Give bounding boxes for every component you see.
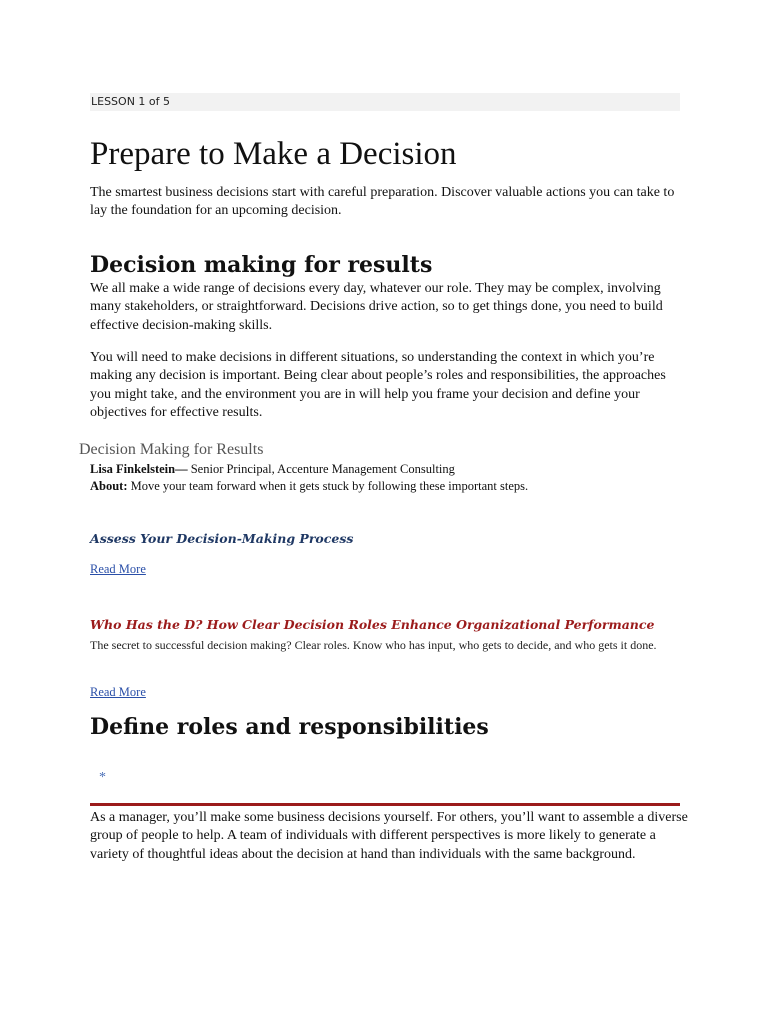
lesson-label: LESSON 1 of 5 <box>91 95 171 108</box>
intro-paragraph: The smartest business decisions start with careful preparation. Discover valuable actions you can take to lay the foundation for an upcoming decision. <box>90 185 675 219</box>
article-description-who-has-the-d: The secret to successful decision making? Clear roles. Know who has input, who gets to decide, and who gets it done. <box>90 638 657 652</box>
speaker-line <box>90 461 455 477</box>
article-title-assess[interactable]: Assess Your Decision-Making Process <box>90 531 354 546</box>
about-text: Move your team forward when it gets stuck by following these important steps. <box>127 479 529 493</box>
video-title: Decision Making for Results <box>79 441 264 458</box>
lesson-progress-bar <box>90 93 680 111</box>
about-line <box>90 478 528 494</box>
bullet-marker: * <box>99 770 106 785</box>
section1-paragraph-2: You will need to make decisions in different situations, so understanding the context in which you’re making any decision is important. Being clear about people’s roles and responsibilities, the approaches you might take, and the environment you are in will help you frame your decision and define your objectives for effective results. <box>90 350 666 420</box>
read-more-link-1[interactable]: Read More <box>90 562 146 576</box>
section-divider <box>90 803 680 806</box>
section1-paragraph-1: We all make a wide range of decisions every day, whatever our role. They may be complex, involving many stakeholders, or straightforward. Decisions drive action, so to get things done, you need to build effective decision-making skills. <box>90 281 663 333</box>
page-title: Prepare to Make a Decision <box>90 136 457 172</box>
speaker-name: Lisa Finkelstein— <box>90 462 188 476</box>
about-label: About: <box>90 479 128 493</box>
section-heading-decision-making: Decision making for results <box>90 252 433 278</box>
article-title-who-has-the-d[interactable]: Who Has the D? How Clear Decision Roles Enhance Organizational Performance <box>90 617 655 632</box>
section2-paragraph-1: As a manager, you’ll make some business decisions yourself. For others, you’ll want to assemble a diverse group of people to help. A team of individuals with different perspectives is more likely to generate a variety of thoughtful ideas about the decision at hand than individuals with the same background. <box>90 810 688 862</box>
speaker-role: Senior Principal, Accenture Management Consulting <box>187 462 455 476</box>
read-more-link-2[interactable]: Read More <box>90 685 146 699</box>
section-heading-define-roles: Define roles and responsibilities <box>90 714 489 740</box>
